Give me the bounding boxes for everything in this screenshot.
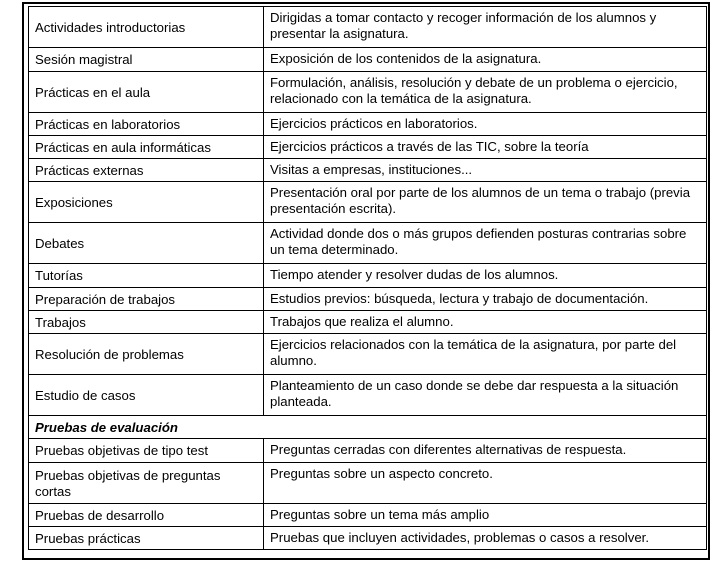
activity-cell: Prácticas en el aula: [29, 72, 264, 113]
table-row: [29, 463, 707, 504]
table-row: [29, 334, 707, 375]
description-cell: Ejercicios prácticos en laboratorios.: [264, 113, 707, 136]
description-cell: Actividad donde dos o más grupos defienden posturas contrarias sobre un tema determinado.: [264, 223, 707, 264]
activity-cell: Exposiciones: [29, 182, 264, 223]
table-row: [29, 223, 707, 264]
activity-cell: Prácticas externas: [29, 159, 264, 182]
table-row: [29, 375, 707, 416]
table-row: [29, 504, 707, 527]
activity-cell: Pruebas objetivas de preguntas cortas: [29, 463, 264, 504]
activity-cell: Prácticas en aula informáticas: [29, 136, 264, 159]
table-row: [29, 136, 707, 159]
activity-cell: Sesión magistral: [29, 48, 264, 72]
section-header-row: [29, 416, 707, 439]
activity-cell: Debates: [29, 223, 264, 264]
description-cell: Presentación oral por parte de los alumnos de un tema o trabajo (previa presentación escrita).: [264, 182, 707, 223]
table-row: [29, 182, 707, 223]
description-cell: Preguntas sobre un aspecto concreto.: [264, 463, 707, 504]
description-cell: Planteamiento de un caso donde se debe dar respuesta a la situación planteada.: [264, 375, 707, 416]
activity-cell: Pruebas de desarrollo: [29, 504, 264, 527]
table-row: [29, 288, 707, 311]
activity-cell: Prácticas en laboratorios: [29, 113, 264, 136]
activity-cell: Estudio de casos: [29, 375, 264, 416]
activities-table: [28, 6, 707, 550]
description-cell: Pruebas que incluyen actividades, problemas o casos a resolver.: [264, 527, 707, 550]
description-cell: Trabajos que realiza el alumno.: [264, 311, 707, 334]
table-row: [29, 264, 707, 288]
activity-cell: Trabajos: [29, 311, 264, 334]
activity-cell: Preparación de trabajos: [29, 288, 264, 311]
table-row: [29, 72, 707, 113]
table-row: [29, 113, 707, 136]
description-cell: Preguntas cerradas con diferentes alternativas de respuesta.: [264, 439, 707, 463]
table-row: [29, 48, 707, 72]
description-cell: Dirigidas a tomar contacto y recoger información de los alumnos y presentar la asignatura.: [264, 7, 707, 48]
description-cell: Ejercicios prácticos a través de las TIC, sobre la teoría: [264, 136, 707, 159]
description-cell: Tiempo atender y resolver dudas de los alumnos.: [264, 264, 707, 288]
activity-cell: Resolución de problemas: [29, 334, 264, 375]
description-cell: Formulación, análisis, resolución y debate de un problema o ejercicio, relacionado con la temática de la asignatura.: [264, 72, 707, 113]
activity-cell: Tutorías: [29, 264, 264, 288]
description-cell: Visitas a empresas, instituciones...: [264, 159, 707, 182]
document-frame: [22, 2, 710, 560]
section-title: Pruebas de evaluación: [29, 416, 707, 439]
table-row: [29, 7, 707, 48]
table-row: [29, 439, 707, 463]
description-cell: Preguntas sobre un tema más amplio: [264, 504, 707, 527]
activity-cell: Actividades introductorias: [29, 7, 264, 48]
table-row: [29, 159, 707, 182]
description-cell: Ejercicios relacionados con la temática de la asignatura, por parte del alumno.: [264, 334, 707, 375]
activity-cell: Pruebas prácticas: [29, 527, 264, 550]
description-cell: Exposición de los contenidos de la asignatura.: [264, 48, 707, 72]
table-row: [29, 311, 707, 334]
activity-cell: Pruebas objetivas de tipo test: [29, 439, 264, 463]
table-row: [29, 527, 707, 550]
description-cell: Estudios previos: búsqueda, lectura y trabajo de documentación.: [264, 288, 707, 311]
